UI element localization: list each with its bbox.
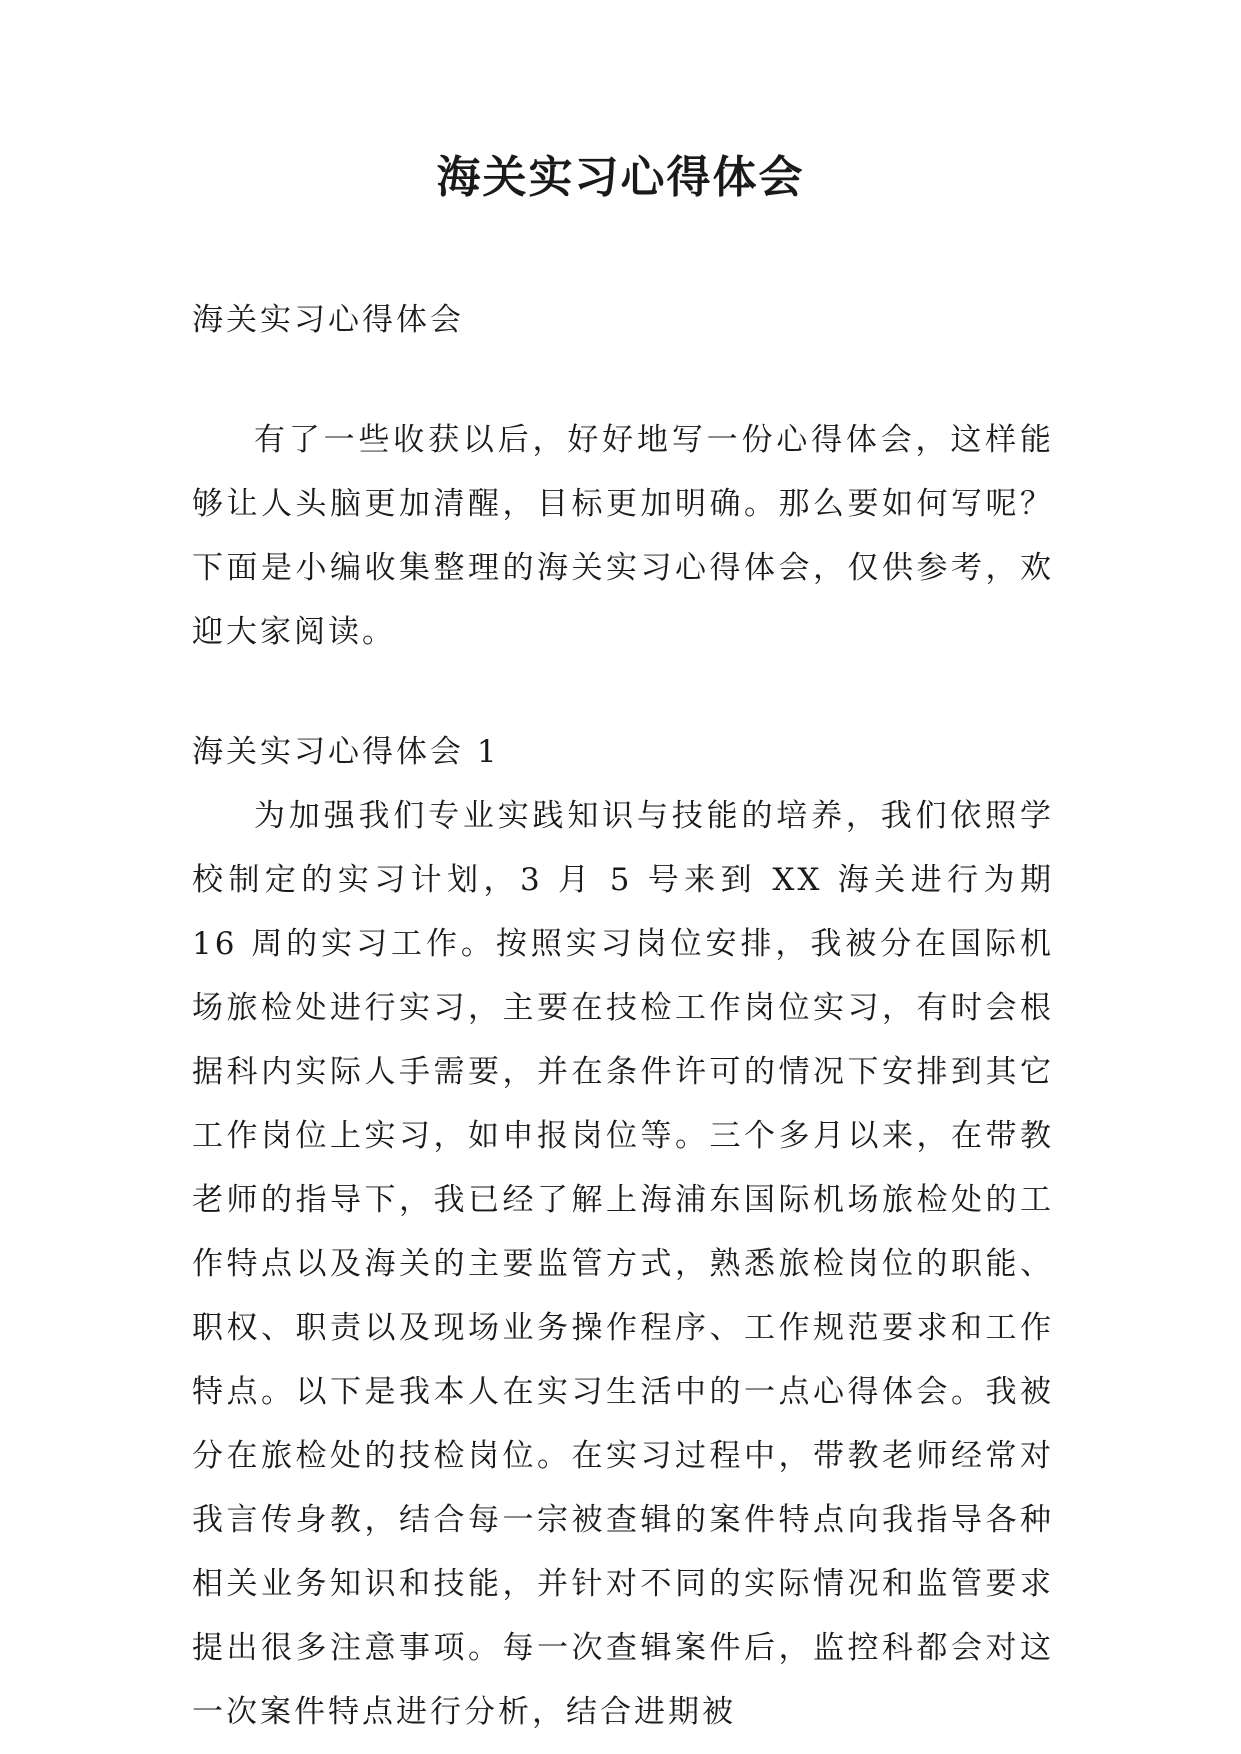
intro-paragraph: 有了一些收获以后，好好地写一份心得体会，这样能够让人头脑更加清醒，目标更加明确。那么要如何写呢？下面是小编收集整理的海关实习心得体会，仅供参考，欢迎大家阅读。	[192, 422, 1054, 650]
document-title: 海关实习心得体会	[436, 152, 805, 203]
section-body-paragraph: 为加强我们专业实践知识与技能的培养，我们依照学校制定的实习计划，3 月 5 号来到 XX 海关进行为期 16 周的实习工作。按照实习岗位安排，我被分在国际机场旅检处进行实习，主要在技检工作岗位实习，有时会根据科内实际人手需要，并在条件许可的情况下安排到其它工作岗位上实习，如申报岗位等。三个多月以来，在带教老师的指导下，我已经了解上海浦东国际机场旅检处的工作特点以及海关的主要监管方式，熟悉旅检岗位的职能、职权、职责以及现场业务操作程序、工作规范要求和工作特点。以下是我本人在实习生活中的一点心得体会。我被分在旅检处的技检岗位。在实习过程中，带教老师经常对我言传身教，结合每一宗被查辑的案件特点向我指导各种相关业务知识和技能，并针对不同的实际情况和监管要求提出很多注意事项。每一次查辑案件后，监控科都会对这一次案件特点进行分析，结合进期被	[192, 798, 1054, 1730]
document-body	[192, 288, 1054, 1744]
document-subtitle: 海关实习心得体会	[192, 302, 464, 338]
section-heading: 海关实习心得体会 1	[192, 734, 500, 770]
